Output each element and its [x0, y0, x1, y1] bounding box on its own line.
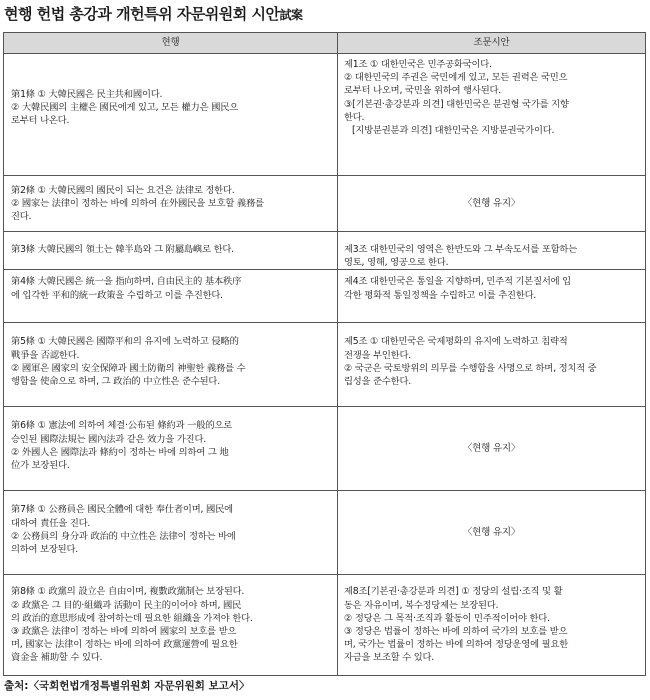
current-article-cell — [4, 176, 338, 232]
current-article-line: 의 政治的意思形成에 참여하는데 필요한 組織을 가져야 한다. — [11, 612, 253, 624]
table-header-row — [4, 33, 646, 54]
current-article-line: 대하여 責任을 진다. — [11, 517, 91, 529]
current-article-line: 位가 보장된다. — [11, 460, 70, 472]
current-article-line: ② 國軍은 國家의 安全保障과 國土防衛의 神聖한 義務를 수 — [11, 362, 246, 374]
current-article-line: 第7條 ① 公務員은 國民全體에 대한 奉仕者이며, 國民에 — [11, 504, 233, 516]
current-article-line: 로부터 나온다. — [11, 115, 70, 127]
page-title — [4, 4, 644, 25]
table-row — [4, 407, 646, 491]
current-article-line: 戰爭을 否認한다. — [11, 349, 80, 361]
proposal-article-line: ② 대한민국의 주권은 국민에게 있고, 모든 권력은 국민으 — [344, 72, 568, 84]
current-article-line: 행함을 使命으로 하며, 그 政治的 中立性은 준수된다. — [11, 376, 220, 388]
table-row — [4, 176, 646, 232]
proposal-article-line: 전쟁을 부인한다. — [344, 349, 411, 361]
current-article-line: ③ 政黨은 法律이 정하는 바에 의하여 國家의 보호를 받으 — [11, 626, 237, 638]
current-article-cell — [4, 491, 338, 575]
table-row — [4, 323, 646, 407]
current-article-line: ② 國家는 法律이 정하는 바에 의하여 在外國民을 보호할 義務를 — [11, 198, 264, 210]
proposal-article-line: 로부터 나오며, 국민을 위하여 행사된다. — [344, 85, 502, 97]
proposal-article-line: 영토, 영해, 영공으로 한다. — [344, 257, 449, 269]
proposal-article-line: 〈현행 유지〉 — [462, 527, 521, 539]
proposal-article-cell — [338, 575, 646, 676]
current-article-line: 第2條 ① 大韓民國의 國民이 되는 요건은 法律로 정한다. — [11, 185, 235, 196]
current-article-line: 의하여 보장된다. — [11, 544, 78, 556]
current-article-line: 第1條 ① 大韓民國은 民主共和國이다. — [11, 89, 163, 100]
proposal-article-line: 〈현행 유지〉 — [462, 197, 521, 209]
current-article-line: ② 公務員의 身分과 政治的 中立性은 法律이 정하는 바에 — [11, 530, 236, 542]
current-article-line: 진다. — [11, 211, 32, 223]
current-article-line: 資金을 補助할 수 있다. — [11, 652, 103, 664]
proposal-article-line: 제5조 ① 대한민국은 국제평화의 유지에 노력하고 침략적 — [344, 336, 568, 348]
header-current: 현행 — [4, 33, 338, 54]
proposal-article-line: 동은 자유이며, 복수정당제는 보장된다. — [344, 599, 499, 611]
current-article-cell — [4, 54, 338, 176]
proposal-article-line: ② 국군은 국토방위의 의무를 수행함을 사명으로 하며, 정치적 중 — [344, 362, 597, 374]
table-row — [4, 54, 646, 176]
current-article-cell — [4, 575, 338, 676]
proposal-article-cell — [338, 270, 646, 323]
proposal-article-line: 한다. — [344, 111, 365, 123]
proposal-article-line: ③[기본권·총강분과 의견] 대한민국은 분권형 국가를 지향 — [344, 98, 569, 110]
proposal-article-cell — [338, 407, 646, 491]
current-article-line: 第6條 ① 憲法에 의하여 체결·公布된 條約과 一般的으로 — [11, 420, 233, 432]
proposal-article-line: ③ 정당은 법률이 정하는 바에 의하여 국가의 보호를 받으 — [344, 626, 568, 638]
current-article-line: ② 政黨은 그 目的·組織과 活動이 民主的이어야 하며, 國民 — [11, 599, 242, 611]
header-proposal: 조문시안 — [338, 33, 646, 54]
table-row — [4, 575, 646, 676]
proposal-article-line: 제8조[기본권·총강분과 의견] ① 정당의 설립·조직 및 활 — [344, 586, 563, 598]
current-article-line: ② 外國人은 國際法과 條約이 정하는 바에 의하여 그 地 — [11, 446, 229, 458]
comparison-table — [3, 32, 646, 676]
proposal-article-line: 며, 국가는 법률이 정하는 바에 의하여 정당운영에 필요한 — [344, 639, 569, 651]
table-row — [4, 232, 646, 270]
proposal-article-cell — [338, 323, 646, 407]
source-note: 출처:〈국회헌법개정특별위원회 자문위원회 보고서〉 — [4, 680, 250, 692]
proposal-article-line: 각한 평화적 통일정책을 수립하고 이를 추진한다. — [344, 289, 537, 301]
proposal-article-line: [지방분권분과 의견] 대한민국은 지방분권국가이다. — [352, 125, 555, 137]
current-article-cell — [4, 232, 338, 270]
table-row — [4, 491, 646, 575]
current-article-line: 승인된 國際法規는 國內法과 같은 效力을 가진다. — [11, 433, 206, 445]
current-article-line: ② 大韓民國의 主權은 國民에게 있고, 모든 權力은 國民으 — [11, 102, 239, 114]
current-article-line: 며, 國家는 法律이 정하는 바에 의하여 政黨運營에 필요한 — [11, 639, 238, 651]
proposal-article-line: ② 정당은 그 목적·조직과 활동이 민주적이어야 한다. — [344, 612, 550, 624]
current-article-cell — [4, 270, 338, 323]
proposal-article-line: 제1조 ① 대한민국은 민주공화국이다. — [344, 59, 492, 70]
proposal-article-line: 제4조 대한민국은 통일을 지향하며, 민주적 기본질서에 입 — [344, 276, 571, 288]
proposal-article-cell — [338, 491, 646, 575]
current-article-cell — [4, 407, 338, 491]
current-article-line: 第3條 大韓民國의 領土는 韓半島와 그 附屬島嶼로 한다. — [11, 244, 234, 255]
current-article-line: 第4條 大韓民國은 統一을 指向하며, 自由民主的 基本秩序 — [11, 276, 242, 288]
proposal-article-cell — [338, 54, 646, 176]
proposal-article-line: 자금을 보조할 수 있다. — [344, 652, 435, 664]
proposal-article-line: 제3조 대한민국의 영역은 한반도와 그 부속도서를 포함하는 — [344, 244, 577, 255]
current-article-cell — [4, 323, 338, 407]
current-article-line: 第5條 ① 大韓民國은 國際平和의 유지에 노력하고 侵略的 — [11, 336, 239, 348]
table-row — [4, 270, 646, 323]
proposal-article-line: 〈현행 유지〉 — [462, 443, 521, 455]
proposal-article-line: 립성을 준수한다. — [344, 376, 411, 388]
title-main: 현행 헌법 총강과 개헌특위 자문위원회 시안 — [4, 5, 280, 23]
current-article-line: 第8條 ① 政黨의 設立은 自由이며, 複數政黨制는 보장된다. — [11, 586, 245, 598]
title-suffix: 試案 — [279, 8, 303, 22]
proposal-article-cell — [338, 232, 646, 270]
current-article-line: 에 입각한 平和的統一政策을 수립하고 이를 추진한다. — [11, 289, 223, 301]
proposal-article-cell — [338, 176, 646, 232]
